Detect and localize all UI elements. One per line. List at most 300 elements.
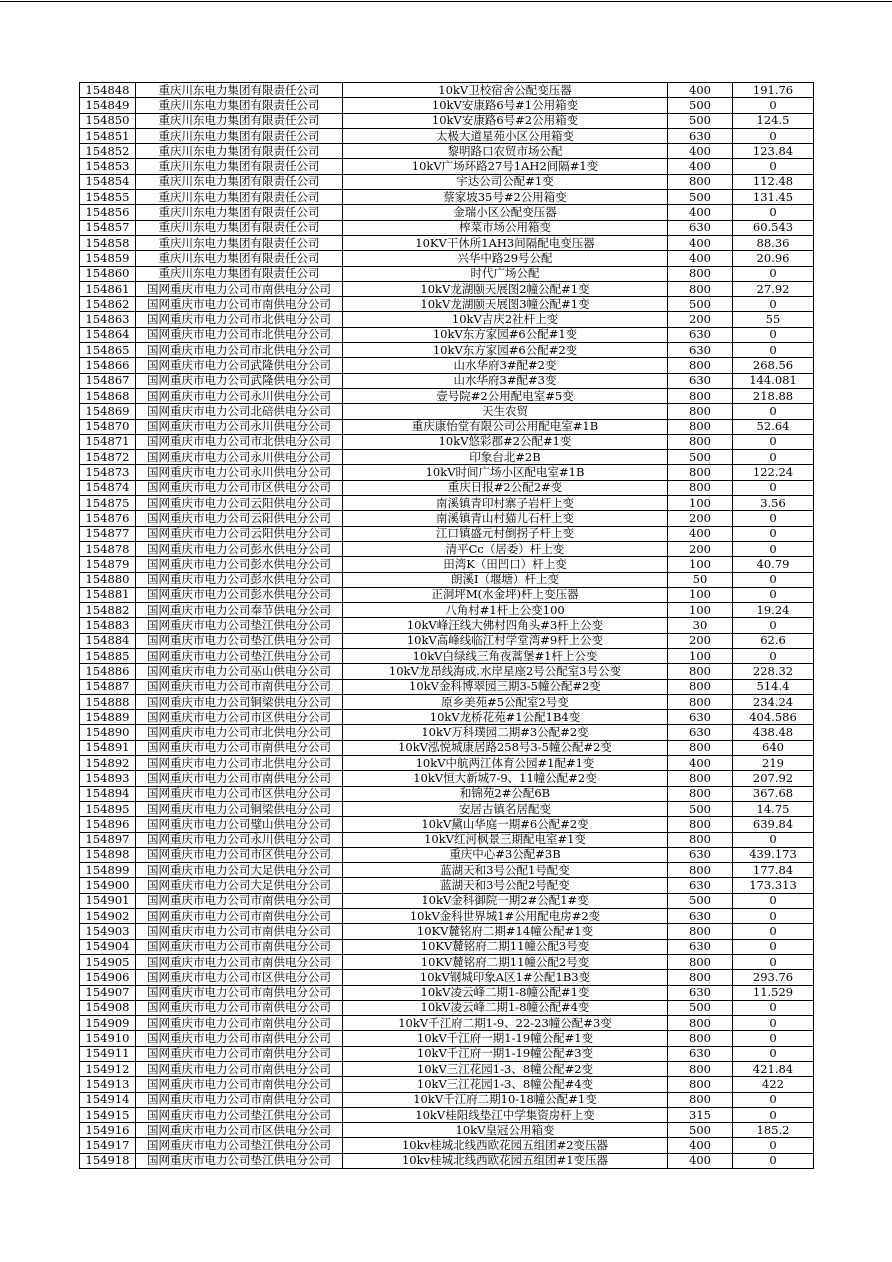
capacity-cell: 800 xyxy=(668,924,733,939)
transformer-name-cell: 10kV广场环路27号1AH2间隔#1变 xyxy=(343,159,668,174)
capacity-cell: 800 xyxy=(668,954,733,969)
company-cell: 国网重庆市电力公司巫山供电分公司 xyxy=(136,664,343,679)
table-row xyxy=(80,388,814,403)
company-cell: 国网重庆市电力公司云阳供电分公司 xyxy=(136,511,343,526)
company-cell: 国网重庆市电力公司武隆供电分公司 xyxy=(136,373,343,388)
company-cell: 国网重庆市电力公司彭水供电分公司 xyxy=(136,557,343,572)
transformer-name-cell: 10kV三江花园1-3、8幢公配#4变 xyxy=(343,1077,668,1092)
row-id-cell: 154861 xyxy=(80,281,136,296)
capacity-cell: 800 xyxy=(668,465,733,480)
table-row xyxy=(80,251,814,266)
transformer-name-cell: 10kV三江花园1-3、8幢公配#2变 xyxy=(343,1062,668,1077)
row-id-cell: 154907 xyxy=(80,985,136,1000)
company-cell: 国网重庆市电力公司市南供电分公司 xyxy=(136,909,343,924)
transformer-name-cell: 10kV白绿线三角夜蒿堡#1杆上公变 xyxy=(343,648,668,663)
row-id-cell: 154869 xyxy=(80,404,136,419)
capacity-cell: 200 xyxy=(668,541,733,556)
table-row xyxy=(80,1077,814,1092)
capacity-cell: 630 xyxy=(668,343,733,358)
company-cell: 重庆川东电力集团有限责任公司 xyxy=(136,205,343,220)
transformer-name-cell: 10kV卫校宿舍公配变压器 xyxy=(343,83,668,98)
capacity-cell: 400 xyxy=(668,205,733,220)
transformer-name-cell: 天生农贸 xyxy=(343,404,668,419)
capacity-cell: 800 xyxy=(668,1031,733,1046)
value-cell: 55 xyxy=(733,312,814,327)
value-cell: 0 xyxy=(733,1153,814,1168)
transformer-name-cell: 10kV金科博翠园三期3-5幢公配#2变 xyxy=(343,679,668,694)
company-cell: 国网重庆市电力公司市南供电分公司 xyxy=(136,771,343,786)
capacity-cell: 800 xyxy=(668,694,733,709)
transformer-name-cell: 10kV桂阳线垫江中学集资房杆上变 xyxy=(343,1107,668,1122)
capacity-cell: 400 xyxy=(668,1153,733,1168)
value-cell: 0 xyxy=(733,1046,814,1061)
capacity-cell: 500 xyxy=(668,98,733,113)
transformer-name-cell: 10kV万科璞园二期#3公配#2变 xyxy=(343,725,668,740)
row-id-cell: 154896 xyxy=(80,817,136,832)
value-cell: 0 xyxy=(733,893,814,908)
transformer-name-cell: 正洞坪M(水金坪)杆上变压器 xyxy=(343,587,668,602)
company-cell: 国网重庆市电力公司市南供电分公司 xyxy=(136,1092,343,1107)
row-id-cell: 154890 xyxy=(80,725,136,740)
table-row xyxy=(80,587,814,602)
company-cell: 国网重庆市电力公司市南供电分公司 xyxy=(136,1062,343,1077)
company-cell: 国网重庆市电力公司垫江供电分公司 xyxy=(136,1153,343,1168)
transformer-name-cell: 10kV安康路6号#1公用箱变 xyxy=(343,98,668,113)
transformer-name-cell: 清平Cc（居委）杆上变 xyxy=(343,541,668,556)
company-cell: 国网重庆市电力公司大足供电分公司 xyxy=(136,863,343,878)
company-cell: 国网重庆市电力公司市区供电分公司 xyxy=(136,847,343,862)
transformer-name-cell: 10kV钢城印象A区1#公配1B3变 xyxy=(343,970,668,985)
company-cell: 国网重庆市电力公司市南供电分公司 xyxy=(136,1031,343,1046)
row-id-cell: 154885 xyxy=(80,648,136,663)
row-id-cell: 154872 xyxy=(80,450,136,465)
value-cell: 421.84 xyxy=(733,1062,814,1077)
capacity-cell: 800 xyxy=(668,1062,733,1077)
value-cell: 0 xyxy=(733,1138,814,1153)
row-id-cell: 154900 xyxy=(80,878,136,893)
transformer-name-cell: 时代广场公配 xyxy=(343,266,668,281)
row-id-cell: 154891 xyxy=(80,740,136,755)
transformer-name-cell: 10kV龙昂线海成.水岸星座2号公配室3号公变 xyxy=(343,664,668,679)
company-cell: 国网重庆市电力公司璧山供电分公司 xyxy=(136,817,343,832)
capacity-cell: 800 xyxy=(668,388,733,403)
capacity-cell: 100 xyxy=(668,603,733,618)
value-cell: 0 xyxy=(733,1031,814,1046)
company-cell: 国网重庆市电力公司永川供电分公司 xyxy=(136,450,343,465)
company-cell: 重庆川东电力集团有限责任公司 xyxy=(136,220,343,235)
row-id-cell: 154909 xyxy=(80,1016,136,1031)
capacity-cell: 800 xyxy=(668,664,733,679)
table-row xyxy=(80,603,814,618)
table-row xyxy=(80,618,814,633)
transformer-name-cell: 10KV麓铭府二期#14幢公配#1变 xyxy=(343,924,668,939)
table-row xyxy=(80,1000,814,1015)
table-row xyxy=(80,847,814,862)
transformer-name-cell: 10kV吉庆2社杆上变 xyxy=(343,312,668,327)
row-id-cell: 154874 xyxy=(80,480,136,495)
table-row xyxy=(80,541,814,556)
company-cell: 国网重庆市电力公司市南供电分公司 xyxy=(136,924,343,939)
table-row xyxy=(80,954,814,969)
capacity-cell: 500 xyxy=(668,893,733,908)
table-row xyxy=(80,756,814,771)
transformer-name-cell: 10kV中航两江体育公园#1配#1变 xyxy=(343,756,668,771)
capacity-cell: 200 xyxy=(668,511,733,526)
company-cell: 国网重庆市电力公司彭水供电分公司 xyxy=(136,572,343,587)
value-cell: 0 xyxy=(733,909,814,924)
table-row xyxy=(80,526,814,541)
capacity-cell: 800 xyxy=(668,174,733,189)
transformer-name-cell: 印象台北#2B xyxy=(343,450,668,465)
transformer-name-cell: 八角村#1杆上公变100 xyxy=(343,603,668,618)
transformer-name-cell: 蓝湖天和3号公配1号配变 xyxy=(343,863,668,878)
table-row xyxy=(80,1062,814,1077)
capacity-cell: 500 xyxy=(668,450,733,465)
transformer-name-cell: 兴华中路29号公配 xyxy=(343,251,668,266)
company-cell: 重庆川东电力集团有限责任公司 xyxy=(136,83,343,98)
capacity-cell: 500 xyxy=(668,113,733,128)
company-cell: 国网重庆市电力公司市北供电分公司 xyxy=(136,312,343,327)
transformer-name-cell: 10kV东方家园#6公配#1变 xyxy=(343,327,668,342)
capacity-cell: 630 xyxy=(668,909,733,924)
row-id-cell: 154858 xyxy=(80,235,136,250)
company-cell: 国网重庆市电力公司奉节供电分公司 xyxy=(136,603,343,618)
row-id-cell: 154893 xyxy=(80,771,136,786)
company-cell: 国网重庆市电力公司市南供电分公司 xyxy=(136,1077,343,1092)
capacity-cell: 800 xyxy=(668,970,733,985)
value-cell: 0 xyxy=(733,511,814,526)
value-cell: 219 xyxy=(733,756,814,771)
row-id-cell: 154917 xyxy=(80,1138,136,1153)
value-cell: 0 xyxy=(733,450,814,465)
row-id-cell: 154895 xyxy=(80,801,136,816)
capacity-cell: 800 xyxy=(668,1077,733,1092)
value-cell: 131.45 xyxy=(733,190,814,205)
capacity-cell: 630 xyxy=(668,373,733,388)
table-row xyxy=(80,1046,814,1061)
value-cell: 0 xyxy=(733,1016,814,1031)
table-row xyxy=(80,465,814,480)
table-row xyxy=(80,1107,814,1122)
table-row xyxy=(80,1153,814,1168)
transformer-name-cell: 山水华府3#配#3变 xyxy=(343,373,668,388)
table-row xyxy=(80,190,814,205)
capacity-cell: 100 xyxy=(668,557,733,572)
row-id-cell: 154857 xyxy=(80,220,136,235)
table-row xyxy=(80,694,814,709)
row-id-cell: 154879 xyxy=(80,557,136,572)
company-cell: 国网重庆市电力公司市南供电分公司 xyxy=(136,954,343,969)
value-cell: 122.24 xyxy=(733,465,814,480)
company-cell: 重庆川东电力集团有限责任公司 xyxy=(136,174,343,189)
transformer-name-cell: 10kV凌云峰二期1-8幢公配#1变 xyxy=(343,985,668,1000)
value-cell: 0 xyxy=(733,98,814,113)
capacity-cell: 630 xyxy=(668,847,733,862)
table-row xyxy=(80,924,814,939)
row-id-cell: 154860 xyxy=(80,266,136,281)
value-cell: 0 xyxy=(733,526,814,541)
transformer-name-cell: 江口镇盛元村倒拐子杆上变 xyxy=(343,526,668,541)
transformer-name-cell: 黎明路口农贸市场公配 xyxy=(343,144,668,159)
table-row xyxy=(80,725,814,740)
value-cell: 173.313 xyxy=(733,878,814,893)
row-id-cell: 154908 xyxy=(80,1000,136,1015)
company-cell: 国网重庆市电力公司北碚供电分公司 xyxy=(136,404,343,419)
transformer-name-cell: 宇达公司公配#1变 xyxy=(343,174,668,189)
company-cell: 重庆川东电力集团有限责任公司 xyxy=(136,128,343,143)
capacity-cell: 800 xyxy=(668,358,733,373)
table-row xyxy=(80,740,814,755)
table-row xyxy=(80,817,814,832)
transformer-name-cell: 原乡美苑#5公配室2号变 xyxy=(343,694,668,709)
company-cell: 国网重庆市电力公司市北供电分公司 xyxy=(136,756,343,771)
company-cell: 国网重庆市电力公司市南供电分公司 xyxy=(136,939,343,954)
company-cell: 重庆川东电力集团有限责任公司 xyxy=(136,113,343,128)
table-row xyxy=(80,771,814,786)
row-id-cell: 154859 xyxy=(80,251,136,266)
table-row xyxy=(80,434,814,449)
value-cell: 62.6 xyxy=(733,633,814,648)
row-id-cell: 154899 xyxy=(80,863,136,878)
transformer-name-cell: 10kV高峰线临江村学堂湾#9杆上公变 xyxy=(343,633,668,648)
row-id-cell: 154850 xyxy=(80,113,136,128)
value-cell: 0 xyxy=(733,1000,814,1015)
capacity-cell: 100 xyxy=(668,496,733,511)
row-id-cell: 154898 xyxy=(80,847,136,862)
transformer-name-cell: 10kv桂城北线西欧花园五组团#1变压器 xyxy=(343,1153,668,1168)
transformer-name-cell: 10kV峰汪线大佛村四角头#3杆上公变 xyxy=(343,618,668,633)
transformer-name-cell: 10kV龙湖颐天展图3幢公配#1变 xyxy=(343,297,668,312)
value-cell: 0 xyxy=(733,939,814,954)
value-cell: 19.24 xyxy=(733,603,814,618)
table-row xyxy=(80,511,814,526)
capacity-cell: 50 xyxy=(668,572,733,587)
table-row xyxy=(80,832,814,847)
capacity-cell: 400 xyxy=(668,756,733,771)
transformer-name-cell: 蔡家坡35号#2公用箱变 xyxy=(343,190,668,205)
table-row xyxy=(80,786,814,801)
capacity-cell: 630 xyxy=(668,878,733,893)
table-row xyxy=(80,679,814,694)
row-id-cell: 154911 xyxy=(80,1046,136,1061)
row-id-cell: 154866 xyxy=(80,358,136,373)
value-cell: 0 xyxy=(733,1092,814,1107)
table-row xyxy=(80,909,814,924)
company-cell: 重庆川东电力集团有限责任公司 xyxy=(136,144,343,159)
transformer-name-cell: 10kv桂城北线西欧花园五组团#2变压器 xyxy=(343,1138,668,1153)
transformer-name-cell: 田湾K（田凹口）杆上变 xyxy=(343,557,668,572)
company-cell: 国网重庆市电力公司市南供电分公司 xyxy=(136,1016,343,1031)
company-cell: 国网重庆市电力公司市南供电分公司 xyxy=(136,740,343,755)
value-cell: 0 xyxy=(733,924,814,939)
row-id-cell: 154867 xyxy=(80,373,136,388)
table-row xyxy=(80,710,814,725)
company-cell: 国网重庆市电力公司彭水供电分公司 xyxy=(136,587,343,602)
value-cell: 40.79 xyxy=(733,557,814,572)
value-cell: 422 xyxy=(733,1077,814,1092)
transformer-name-cell: 重庆日报#2公配2#变 xyxy=(343,480,668,495)
capacity-cell: 800 xyxy=(668,679,733,694)
capacity-cell: 630 xyxy=(668,1046,733,1061)
row-id-cell: 154897 xyxy=(80,832,136,847)
row-id-cell: 154884 xyxy=(80,633,136,648)
row-id-cell: 154914 xyxy=(80,1092,136,1107)
capacity-cell: 800 xyxy=(668,817,733,832)
capacity-cell: 500 xyxy=(668,801,733,816)
table-row xyxy=(80,159,814,174)
capacity-cell: 630 xyxy=(668,327,733,342)
value-cell: 0 xyxy=(733,159,814,174)
capacity-cell: 100 xyxy=(668,648,733,663)
transformer-name-cell: 10kV皇冠公用箱变 xyxy=(343,1123,668,1138)
table-row xyxy=(80,220,814,235)
transformer-name-cell: 10KV麓铭府二期11幢公配3号变 xyxy=(343,939,668,954)
transformer-name-cell: 10kV时间广场小区配电室#1B xyxy=(343,465,668,480)
capacity-cell: 800 xyxy=(668,863,733,878)
company-cell: 国网重庆市电力公司市北供电分公司 xyxy=(136,725,343,740)
value-cell: 367.68 xyxy=(733,786,814,801)
row-id-cell: 154865 xyxy=(80,343,136,358)
company-cell: 国网重庆市电力公司市南供电分公司 xyxy=(136,297,343,312)
transformer-name-cell: 10kV龙桥花苑#1公配1B4变 xyxy=(343,710,668,725)
table-row xyxy=(80,985,814,1000)
transformer-name-cell: 10kV龙湖颐天展图2幢公配#1变 xyxy=(343,281,668,296)
value-cell: 640 xyxy=(733,740,814,755)
table-row xyxy=(80,450,814,465)
company-cell: 国网重庆市电力公司垫江供电分公司 xyxy=(136,618,343,633)
transformer-name-cell: 南溪镇青山村猫儿石杆上变 xyxy=(343,511,668,526)
transformer-name-cell: 10kV千江府一期1-19幢公配#1变 xyxy=(343,1031,668,1046)
company-cell: 国网重庆市电力公司市南供电分公司 xyxy=(136,985,343,1000)
value-cell: 0 xyxy=(733,648,814,663)
row-id-cell: 154862 xyxy=(80,297,136,312)
company-cell: 重庆川东电力集团有限责任公司 xyxy=(136,159,343,174)
capacity-cell: 800 xyxy=(668,480,733,495)
value-cell: 177.84 xyxy=(733,863,814,878)
table-row xyxy=(80,128,814,143)
table-row xyxy=(80,113,814,128)
transformer-name-cell: 安居古镇名居配变 xyxy=(343,801,668,816)
capacity-cell: 315 xyxy=(668,1107,733,1122)
capacity-cell: 630 xyxy=(668,725,733,740)
value-cell: 0 xyxy=(733,297,814,312)
row-id-cell: 154876 xyxy=(80,511,136,526)
company-cell: 国网重庆市电力公司大足供电分公司 xyxy=(136,878,343,893)
transformer-name-cell: 10kV千江府二期10-18幢公配#1变 xyxy=(343,1092,668,1107)
table-row xyxy=(80,343,814,358)
value-cell: 3.56 xyxy=(733,496,814,511)
transformer-name-cell: 朗溪I（堰塘）杆上变 xyxy=(343,572,668,587)
company-cell: 重庆川东电力集团有限责任公司 xyxy=(136,266,343,281)
row-id-cell: 154904 xyxy=(80,939,136,954)
value-cell: 60.543 xyxy=(733,220,814,235)
row-id-cell: 154863 xyxy=(80,312,136,327)
transformer-name-cell: 10kV泓悦城康居路258号3-5幢公配#2变 xyxy=(343,740,668,755)
value-cell: 234.24 xyxy=(733,694,814,709)
transformer-name-cell: 10kV悠彩郡#2公配#1变 xyxy=(343,434,668,449)
value-cell: 218.88 xyxy=(733,388,814,403)
transformer-name-cell: 太极大道星苑小区公用箱变 xyxy=(343,128,668,143)
table-row xyxy=(80,297,814,312)
company-cell: 国网重庆市电力公司市区供电分公司 xyxy=(136,480,343,495)
capacity-cell: 800 xyxy=(668,1016,733,1031)
row-id-cell: 154870 xyxy=(80,419,136,434)
capacity-cell: 800 xyxy=(668,266,733,281)
table-row xyxy=(80,235,814,250)
row-id-cell: 154913 xyxy=(80,1077,136,1092)
row-id-cell: 154875 xyxy=(80,496,136,511)
table-row xyxy=(80,1016,814,1031)
capacity-cell: 200 xyxy=(668,312,733,327)
row-id-cell: 154852 xyxy=(80,144,136,159)
value-cell: 0 xyxy=(733,832,814,847)
value-cell: 27.92 xyxy=(733,281,814,296)
value-cell: 404.586 xyxy=(733,710,814,725)
transformer-name-cell: 榨菜市场公用箱变 xyxy=(343,220,668,235)
capacity-cell: 500 xyxy=(668,297,733,312)
value-cell: 0 xyxy=(733,266,814,281)
table-row xyxy=(80,1031,814,1046)
table-row xyxy=(80,266,814,281)
row-id-cell: 154880 xyxy=(80,572,136,587)
transformer-name-cell: 蓝湖天和3号公配2号配变 xyxy=(343,878,668,893)
company-cell: 国网重庆市电力公司垫江供电分公司 xyxy=(136,648,343,663)
table-row xyxy=(80,404,814,419)
value-cell: 20.96 xyxy=(733,251,814,266)
table-row xyxy=(80,419,814,434)
table-row xyxy=(80,496,814,511)
table-row xyxy=(80,557,814,572)
value-cell: 228.32 xyxy=(733,664,814,679)
row-id-cell: 154910 xyxy=(80,1031,136,1046)
transformer-name-cell: 10kV安康路6号#2公用箱变 xyxy=(343,113,668,128)
capacity-cell: 630 xyxy=(668,220,733,235)
table-row xyxy=(80,174,814,189)
company-cell: 国网重庆市电力公司铜梁供电分公司 xyxy=(136,694,343,709)
row-id-cell: 154878 xyxy=(80,541,136,556)
value-cell: 144.081 xyxy=(733,373,814,388)
value-cell: 0 xyxy=(733,205,814,220)
company-cell: 国网重庆市电力公司铜梁供电分公司 xyxy=(136,801,343,816)
row-id-cell: 154887 xyxy=(80,679,136,694)
company-cell: 国网重庆市电力公司云阳供电分公司 xyxy=(136,526,343,541)
transformer-name-cell: 10KV麓铭府二期11幢公配2号变 xyxy=(343,954,668,969)
value-cell: 191.76 xyxy=(733,83,814,98)
capacity-cell: 400 xyxy=(668,526,733,541)
table-row xyxy=(80,1138,814,1153)
value-cell: 11.529 xyxy=(733,985,814,1000)
value-cell: 268.56 xyxy=(733,358,814,373)
company-cell: 国网重庆市电力公司市南供电分公司 xyxy=(136,281,343,296)
transformer-name-cell: 山水华府3#配#2变 xyxy=(343,358,668,373)
row-id-cell: 154903 xyxy=(80,924,136,939)
capacity-cell: 400 xyxy=(668,83,733,98)
row-id-cell: 154854 xyxy=(80,174,136,189)
row-id-cell: 154864 xyxy=(80,327,136,342)
capacity-cell: 100 xyxy=(668,587,733,602)
row-id-cell: 154882 xyxy=(80,603,136,618)
transformer-name-cell: 10kV红河枫景三期配电室#1变 xyxy=(343,832,668,847)
transformer-name-cell: 重庆康怡堂有限公司公用配电室#1B xyxy=(343,419,668,434)
value-cell: 112.48 xyxy=(733,174,814,189)
value-cell: 439.173 xyxy=(733,847,814,862)
value-cell: 185.2 xyxy=(733,1123,814,1138)
value-cell: 124.5 xyxy=(733,113,814,128)
capacity-cell: 500 xyxy=(668,1123,733,1138)
value-cell: 438.48 xyxy=(733,725,814,740)
table-row xyxy=(80,970,814,985)
company-cell: 重庆川东电力集团有限责任公司 xyxy=(136,235,343,250)
